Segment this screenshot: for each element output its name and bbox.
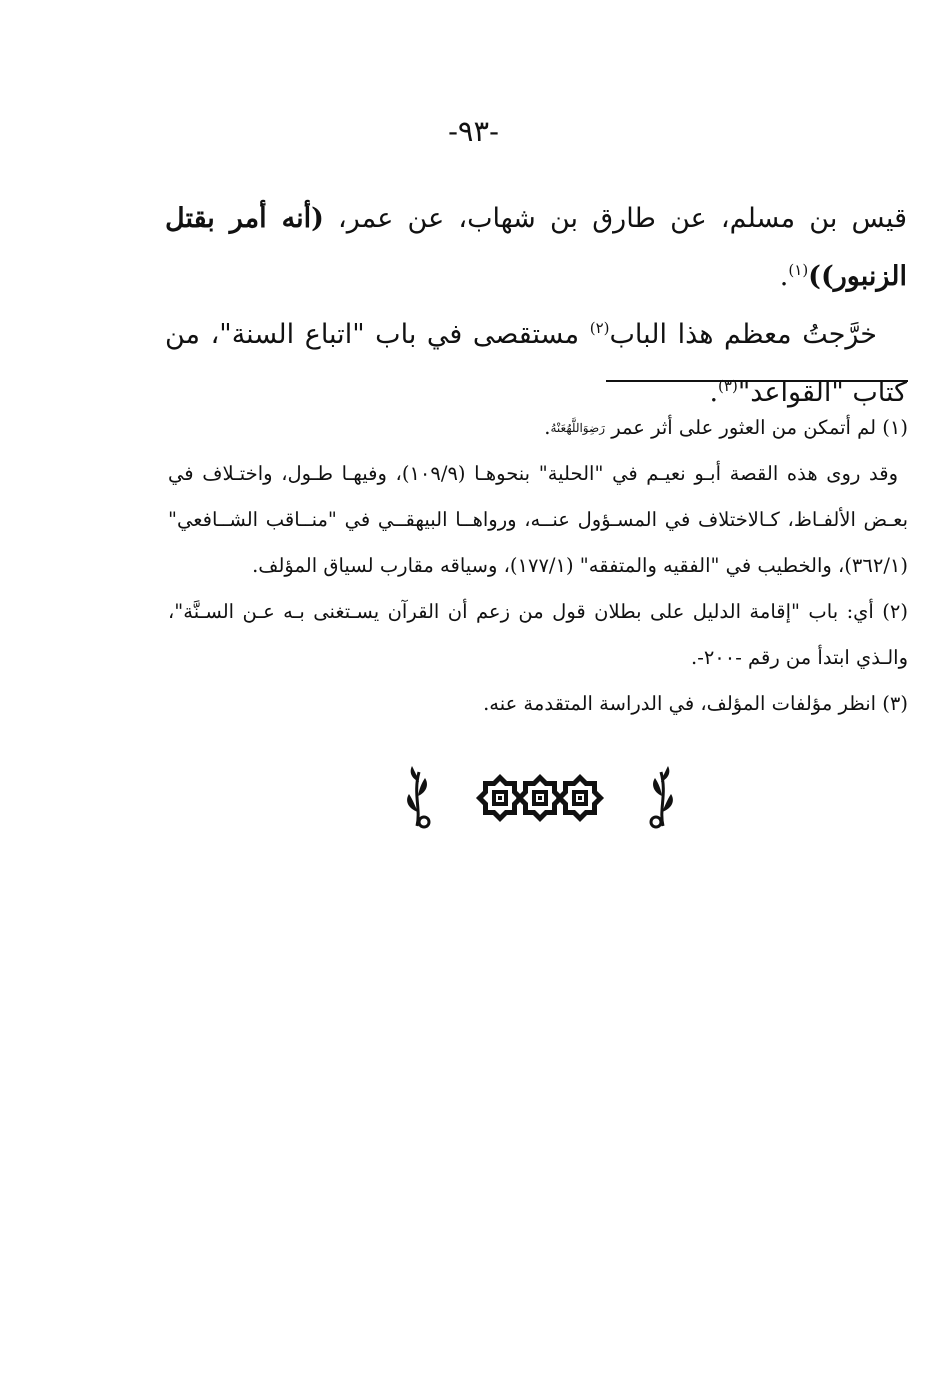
honorific-mark: رَضِوَاللَّهُعَنْهُ xyxy=(550,421,605,435)
footnote-1-continued: وقد روى هذه القصة أبـو نعيـم في "الحلية" بنحوهـا (١٠٩/٩)، وفيهـا طـول، واختـلاف في بعـض الألفـاظ، كـالاختلاف في المسـؤول عنــه، ورواهــا البيهقــي في "منــاقب الشــافعي" (٣٦٢/١)، والخطيب في "الفقيه والمتفقه" (١٧٧/١)، وسياقه مقارب لسياق المؤلف. xyxy=(168,462,908,577)
page-number: -٩٣- xyxy=(448,114,499,148)
paragraph-1 xyxy=(165,190,907,306)
footnote-mark-2: (٢) xyxy=(589,319,610,337)
text-run: . xyxy=(544,416,551,439)
sprig-left-icon xyxy=(407,766,429,827)
footnote-mark-1: (١) xyxy=(788,261,809,279)
footnote-separator xyxy=(606,380,908,382)
hadith-quote: (أنه أمر بقتل الزنبور)) xyxy=(165,203,907,292)
sprig-right-icon xyxy=(651,766,673,827)
text-run: خرَّجتُ معظم هذا الباب xyxy=(609,319,877,350)
decorative-ornament xyxy=(395,762,685,832)
text-run: . xyxy=(779,261,789,292)
footnote-1 xyxy=(168,405,908,451)
footnote-2: (٢) أي: باب "إقامة الدليل على بطلان قول من زعم أن القرآن يسـتغنى بـه عـن السـنَّة"، والـذي ابتدأ من رقم -٢٠٠-. xyxy=(168,600,908,669)
footnote-mark-3: (٣) xyxy=(718,377,738,395)
text-run: قيس بن مسلم، عن طارق بن شهاب، عن عمر، xyxy=(323,203,907,234)
star-ornament-icon xyxy=(556,774,604,822)
footnote-3: (٣) انظر مؤلفات المؤلف، في الدراسة المتقدمة عنه. xyxy=(483,692,908,715)
main-text xyxy=(165,190,907,422)
footnotes xyxy=(168,405,908,727)
text-run: (١) لم أتمكن من العثور على أثر عمر xyxy=(605,416,908,439)
text-run: . xyxy=(709,377,719,408)
text-run: مستقصى في باب "اتباع السنة"، من كتاب "القواعد" xyxy=(165,319,907,408)
